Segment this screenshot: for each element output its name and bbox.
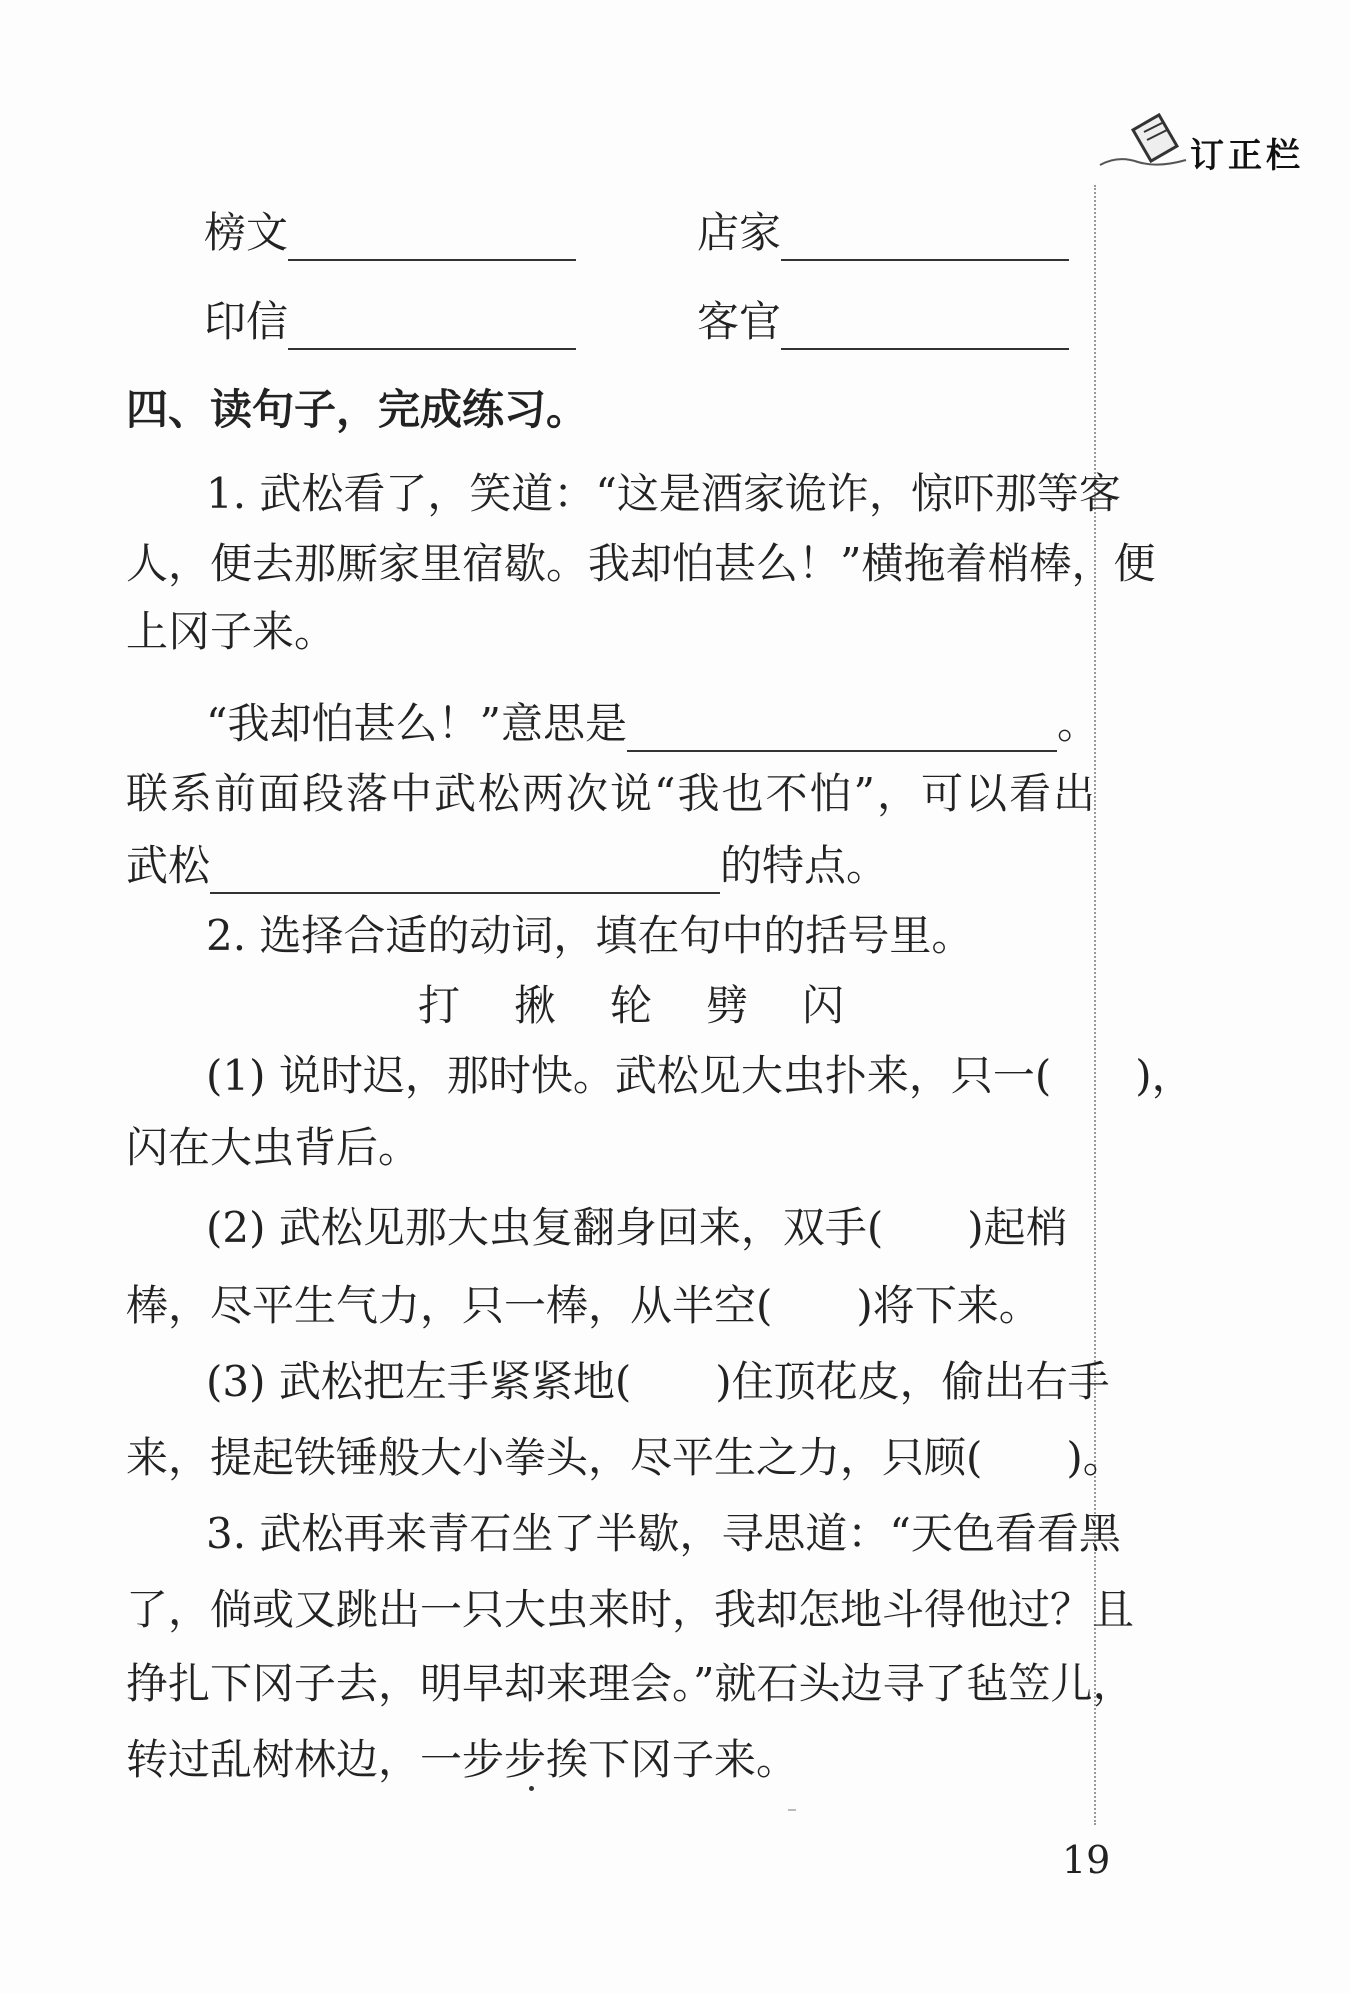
q1-line-2: 人，便去那厮家里宿歇。我却怕甚么！”横拖着梢棒，便 [126,539,1156,588]
margin-divider [1094,185,1096,1825]
word-item [697,294,1069,350]
correction-column-label: 订正栏 [1190,136,1304,176]
prompt-text: “我却怕甚么！”意思是 [206,699,627,748]
q2-sentence-2a: (2) 武松见那大虫复翻身回来，双手( )起梢 [206,1203,1068,1252]
correction-column-header [1098,110,1328,180]
prompt-end: 的特点。 [720,841,889,890]
answer-blank[interactable] [627,706,1057,752]
answer-blank[interactable] [288,304,576,350]
dot-mark [529,1786,534,1791]
q2-sentence-2b: 棒，尽平生气力，只一棒，从半空( )将下来。 [126,1281,1041,1330]
q2-instruction: 2. 选择合适的动词，填在句中的括号里。 [206,911,974,960]
word-item [697,205,1069,261]
tick-mark [788,1809,796,1811]
answer-blank[interactable] [210,848,720,894]
verb-options: 打 揪 轮 劈 闪 [418,981,851,1030]
prompt-end: 。 [1056,699,1099,748]
q1-prompt-a [206,696,1099,752]
q1-prompt-c [126,838,888,894]
q2-sentence-3b: 来，提起铁锤般大小拳头，尽平生之力，只顾( )。 [126,1433,1125,1482]
page-number: 19 [1062,1838,1111,1882]
word-item [204,294,576,350]
q1-line-1: 1. 武松看了，笑道：“这是酒家诡诈，惊吓那等客 [206,469,1121,518]
section-title: 四、读句子，完成练习。 [126,385,589,434]
q3-line-1: 3. 武松再来青石坐了半歇，寻思道：“天色看看黑 [206,1509,1121,1558]
q2-sentence-1a: (1) 说时迟，那时快。武松见大虫扑来，只一( )， [206,1051,1194,1100]
word-label: 榜文 [204,208,289,257]
pen-icon [1098,110,1188,180]
answer-blank[interactable] [288,215,576,261]
q3-line-3: 挣扎下冈子去，明早却来理会。”就石头边寻了毡笠儿， [126,1659,1135,1708]
answer-blank[interactable] [781,304,1069,350]
q2-sentence-3a: (3) 武松把左手紧紧地( )住顶花皮，偷出右手 [206,1357,1110,1406]
answer-blank[interactable] [781,215,1069,261]
word-label: 印信 [204,297,289,346]
q1-line-3: 上冈子来。 [126,607,337,656]
word-label: 客官 [697,297,782,346]
word-item [204,205,576,261]
prompt-text: 武松 [126,841,211,890]
q3-line-2: 了，倘或又跳出一只大虫来时，我却怎地斗得他过？且 [126,1585,1135,1634]
q3-line-4: 转过乱树林边，一步步挨下冈子来。 [126,1735,799,1784]
word-label: 店家 [697,208,782,257]
q1-prompt-b: 联系前面段落中武松两次说“我也不怕”，可以看出 [126,769,1097,818]
q2-sentence-1b: 闪在大虫背后。 [126,1123,421,1172]
